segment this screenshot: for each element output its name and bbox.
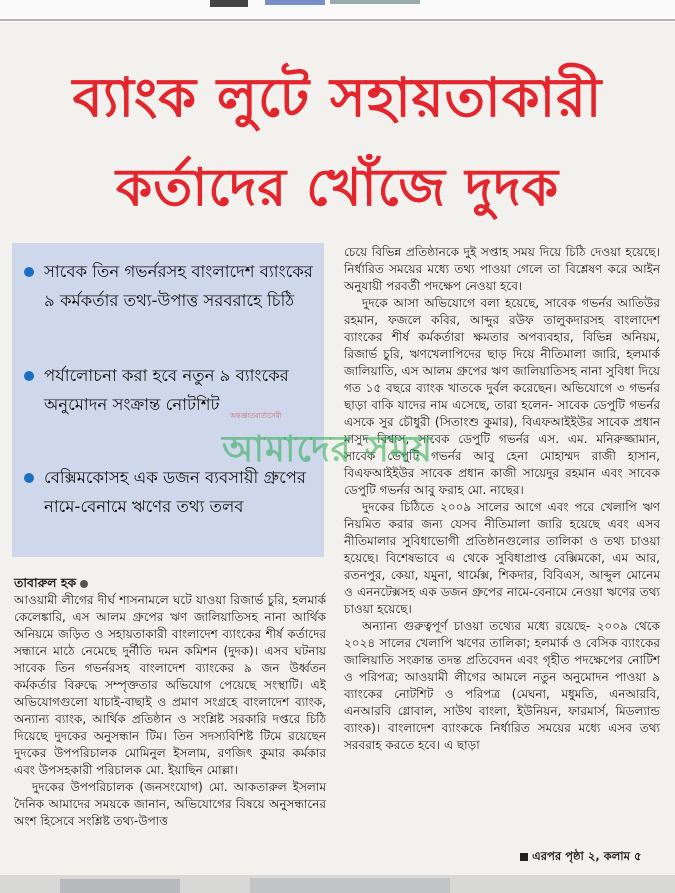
continuation-text: এরপর পৃষ্ঠা ২, কলাম ৫ bbox=[532, 849, 642, 863]
bottom-strip-block bbox=[60, 879, 180, 893]
paragraph: দুদকের উপপরিচালক (জনসংযোগ) মো. আকতারুল ইসলাম দৈনিক আমাদের সময়কে জানান, অভিযোগের বিষয়ে অনুসন্ধানের অংশ হিসেবে সংশ্লিষ্ট তথ্য-উপাত্ত bbox=[14, 780, 326, 828]
highlight-text: বেক্সিমকোসহ এক ডজন ব্যবসায়ী গ্রুপের নামে-বেনামে ঋণের তথ্য তলব bbox=[44, 468, 306, 516]
continuation-note bbox=[520, 848, 642, 867]
bullet-icon bbox=[24, 267, 34, 277]
highlight-text: সাবেক তিন গভর্নরসহ বাংলাদেশ ব্যাংকের ৯ কর্মকর্তার তথ্য-উপাত্ত সরবরাহে চিঠি bbox=[44, 262, 313, 310]
headline-line-2: কর্তাদের খোঁজে দুদক bbox=[115, 158, 560, 218]
square-bullet-icon bbox=[520, 853, 528, 861]
highlight-text: পর্যালোচনা করা হবে নতুন ৯ ব্যাংকের অনুমোদন সংক্রান্ত নোটশিট bbox=[44, 366, 289, 414]
top-page-strip bbox=[0, 0, 675, 22]
headline-line-1: ব্যাংক লুটে সহায়তাকারী bbox=[72, 66, 603, 129]
watermark-tagline: অন্তর্জ্ঞাতবার্তাসেবী bbox=[230, 412, 282, 420]
watermark-logo: আমাদের সময় bbox=[222, 429, 434, 470]
highlights-box bbox=[12, 243, 324, 557]
bottom-strip-block bbox=[250, 878, 450, 893]
author-name: তাবারুল হক bbox=[14, 575, 77, 590]
top-strip-block bbox=[330, 0, 420, 4]
article-column-right bbox=[344, 244, 660, 754]
highlight-item bbox=[24, 257, 314, 315]
byline-dot-icon bbox=[80, 580, 88, 588]
bullet-icon bbox=[24, 371, 34, 381]
paragraph: দুদকে আসা অভিযোগে বলা হয়েছে, সাবেক গভর্নর আতিউর রহমান, ফজলে কবির, আব্দুর রউফ তালুকদারসহ বাংলাদেশ ব্যাংকের শীর্ষ কর্মকর্তারা ক্ষমতার অপব্যবহার, বিভিন্ন অনিয়ম, রিজার্ভ চুরি, ঋণখেলাপিদের ছাড় দিয়ে নীতিমালা জারি, হলমার্ক জালিয়াতি, এস আলম গ্রুপের ঋণ জালিয়াতিসহ নানা সুবিধা দিয়ে গত ১৫ বছরে ব্যাংক খাতকে দুর্বল করেছেন। অভিযোগে ৩ গভর্নর ছাড়া বাকি যাদের নাম এসেছে, তারা হলেন- সাবেক ডেপুটি গভর্নর এসকে সুর চৌধুরী (সিতাংশু কুমার), বিএফআইইউর সাবেক প্রধান মাসুদ বিশ্বাস, সাবেক ডেপুটি গভর্নর এস. এম. মনিরুজ্জামান, সাবেক ডেপুটি গভর্নর আবু হেনা মোহাম্মদ রাজী হাসান, বিএফআইইউর সাবেক প্রধান কাজী সায়েদুর রহমান এবং সাবেক ডেপুটি গভর্নর আবু ফরাহ মো. নাছের। bbox=[344, 296, 660, 497]
bullet-icon bbox=[24, 473, 34, 483]
top-strip-block bbox=[265, 0, 325, 5]
bottom-page-strip bbox=[0, 875, 675, 893]
article-column-left bbox=[14, 592, 326, 830]
paragraph: দুদকের চিঠিতে ২০০৯ সালের আগে এবং পরে খেলাপি ঋণ নিয়মিত করার জন্য যেসব নীতিমালা জারি হয়েছে এবং এসব নীতিমালার সুবিধাভোগী প্রতিষ্ঠানগুলোর তালিকা ও তথ্য চাওয়া হয়েছে। বিশেষভাবে এ থেকে সুবিধাপ্রাপ্ত বেক্সিমকো, এম আর, রতনপুর, কেয়া, যমুনা, থার্মেক্স, শিকদার, বিবিএস, আব্দুল মোনেম ও এননটেক্সসহ এক ডজন গ্রুপের নামে-বেনামে নেওয়া ঋণের তথ্য চাওয়া হয়েছে। bbox=[344, 500, 660, 616]
paragraph: অন্যান্য গুরুত্বপূর্ণ চাওয়া তথ্যের মধ্যে রয়েছে- ২০০৯ থেকে ২০২৪ সালের খেলাপি ঋণের তালিকা; হলমার্ক ও বেসিক ব্যাংকের জালিয়াতি সংক্রান্ত তদন্ত প্রতিবেদন এবং গৃহীত পদক্ষেপের নোটিশ ও পরিপত্র; আওয়ামী লীগের আমলে নতুন অনুমোদন পাওয়া ৯ ব্যাংকের নোটশিট ও পরিপত্র (মেঘনা, মধুমতি, এনআরবি, এনআরবি গ্লোবাল, সাউথ বাংলা, ইউনিয়ন, ফারমার্স, মিডল্যান্ড ব্যাংক)। বাংলাদেশ ব্যাংককে নির্ধারিত সময়ের মধ্যে এসব তথ্য সরবরাহ করতে হবে। এ ছাড়া bbox=[344, 619, 660, 752]
paragraph: চেয়ে বিভিন্ন প্রতিষ্ঠানকে দুই সপ্তাহ সময় দিয়ে চিঠি দেওয়া হয়েছে। নির্ধারিত সময়ের মধ্যে তথ্য পাওয়া গেলে তা বিশ্লেষণ করে আইন অনুযায়ী পরবর্তী পদক্ষেপ নেওয়া হবে। bbox=[344, 245, 660, 293]
top-strip-block bbox=[210, 0, 248, 7]
top-rule bbox=[0, 19, 675, 21]
paragraph: আওয়ামী লীগের দীর্ঘ শাসনামলে ঘটে যাওয়া রিজার্ভ চুরি, হলমার্ক কেলেঙ্কারি, এস আলম গ্রুপের ঋণ জালিয়াতিসহ নানা আর্থিক অনিয়মে জড়িত ও সহায়তাকারী বাংলাদেশ ব্যাংকের শীর্ষ কর্তাদের সন্ধানে মাঠে নেমেছে দুর্নীতি দমন কমিশন (দুদক)। এসব ঘটনায় সাবেক তিন গভর্নরসহ বাংলাদেশ ব্যাংকের ৯ জন উর্ধ্বতন কর্মকর্তার বিরুদ্ধে সম্পৃক্ততার অভিযোগ পেয়েছে সংস্থাটি। এই অভিযোগগুলো যাচাই-বাছাই ও প্রমাণ সংগ্রহে বাংলাদেশ ব্যাংক, অন্যান্য ব্যাংক, আর্থিক প্রতিষ্ঠান ও সংশ্লিষ্ট সরকারি দপ্তরে চিঠি দিয়েছে দুদকের অনুসন্ধান টিম। তিন সদস্যবিশিষ্ট টিমে রয়েছেন দুদকের উপপরিচালক মোমিনুল ইসলাম, রণজিৎ কুমার কর্মকার এবং উপসহকারী পরিচালক মো. ইয়াছিন মোল্লা। bbox=[14, 593, 326, 777]
